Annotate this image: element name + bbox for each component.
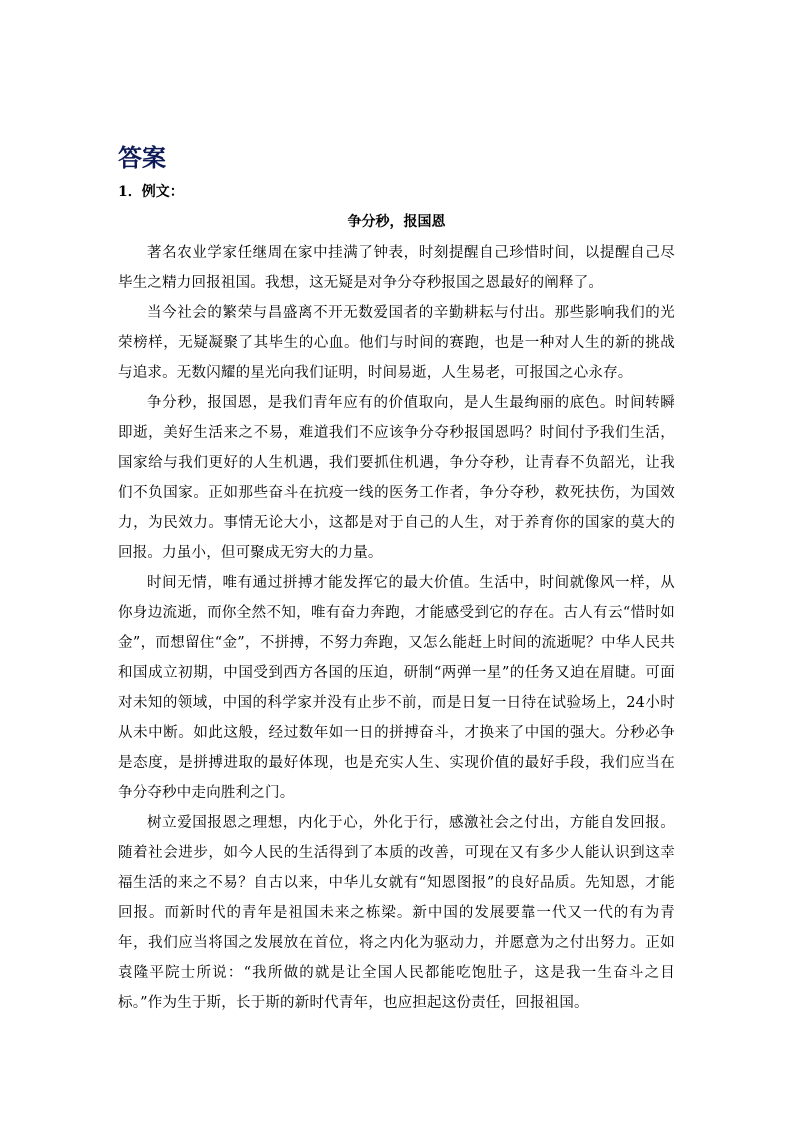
essay-paragraph-2: 当今社会的繁荣与昌盛离不开无数爱国者的辛勤耕耘与付出。那些影响我们的光荣榜样，无疑凝聚了其毕生的心血。他们与时间的赛跑，也是一种对人生的新的挑战与追求。无数闪耀的星光向我们证明，时间易逝，人生易老，可报国之心永存。: [118, 305, 675, 381]
essay-paragraph-1: 著名农业学家任继周在家中挂满了钟表，时刻提醒自己珍惜时间，以提醒自己尽毕生之精力回报祖国。我想，这无疑是对争分夺秒报国之恩最好的阐释了。: [118, 245, 675, 291]
essay-title: 争分秒，报国恩: [347, 214, 446, 230]
essay-paragraph-4: 时间无情，唯有通过拼搏才能发挥它的最大价值。生活中，时间就像风一样，从你身边流逝，而你全然不知，唯有奋力奔跑，才能感受到它的存在。古人有云“惜时如金”，而想留住“金”，不拼搏，不努力奔跑，又怎么能赶上时间的流逝呢？中华人民共和国成立初期，中国受到西方各国的压迫，研制“两弹一星”的任务又迫在眉睫。可面对未知的领域，中国的科学家并没有止步不前，而是日复一日待在试验场上，24小时从未中断。如此这般，经过数年如一日的拼搏奋斗，才换来了中国的强大。分秒必争是态度，是拼搏进取的最好体现，也是充实人生、实现价值的最好手段，我们应当在争分夺秒中走向胜利之门。: [118, 575, 675, 801]
essay-paragraph-3: 争分秒，报国恩，是我们青年应有的价值取向，是人生最绚丽的底色。时间转瞬即逝，美好生活来之不易，难道我们不应该争分夺秒报国恩吗？时间付予我们生活，国家给与我们更好的人生机遇，我们要抓住机遇，争分夺秒，让青春不负韶光，让我们不负国家。正如那些奋斗在抗疫一线的医务工作者，争分夺秒，救死扶伤，为国效力，为民效力。事情无论大小，这都是对于自己的人生，对于养育你的国家的莫大的回报。力虽小，但可聚成无穷大的力量。: [118, 395, 675, 561]
item-number-label: 1．例文：: [118, 184, 184, 200]
answer-heading: 答案: [118, 143, 166, 172]
essay-paragraph-5: 树立爱国报恩之理想，内化于心，外化于行，感激社会之付出，方能自发回报。随着社会进步，如今人民的生活得到了本质的改善，可现在又有多少人能认识到这幸福生活的来之不易？自古以来，中华儿女就有“知恩图报”的良好品质。先知恩，才能回报。而新时代的青年是祖国未来之栋梁。新中国的发展要靠一代又一代的有为青年，我们应当将国之发展放在首位，将之内化为驱动力，并愿意为之付出努力。正如袁隆平院士所说：“我所做的就是让全国人民都能吃饱肚子，这是我一生奋斗之目标。”作为生于斯，长于斯的新时代青年，也应担起这份责任，回报祖国。: [118, 815, 675, 1011]
answer-page: [118, 140, 675, 1018]
